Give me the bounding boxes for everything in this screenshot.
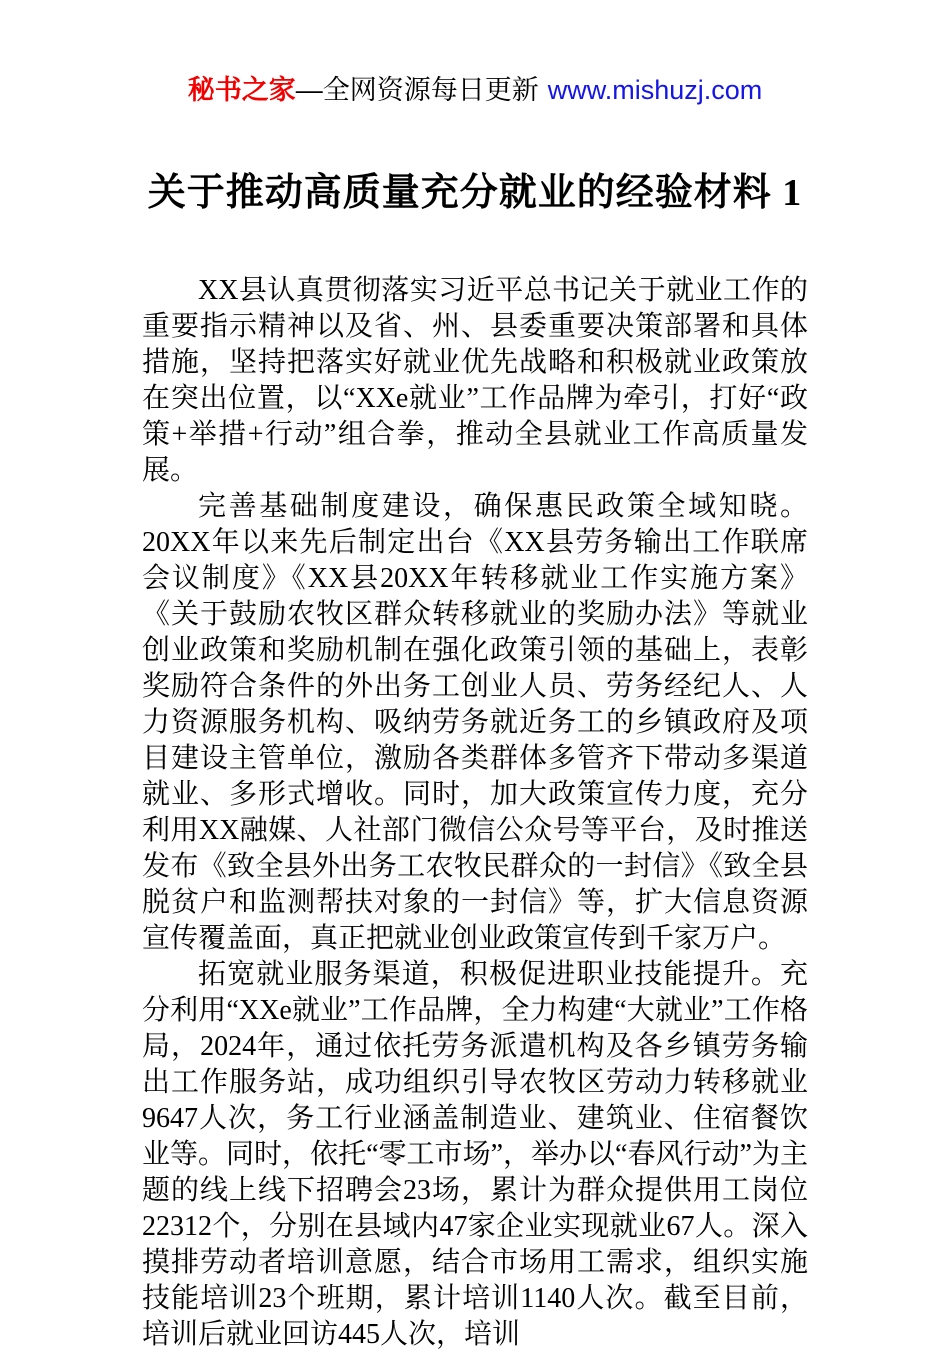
document-title: 关于推动高质量充分就业的经验材料 1 (147, 172, 803, 214)
site-header (0, 74, 950, 106)
body-paragraph-intro: XX县认真贯彻落实习近平总书记关于就业工作的重要指示精神以及省、州、县委重要决策部署和具体措施，坚持把落实好就业优先战略和积极就业政策放在突出位置，以“XXe就业”工作品牌为牵引，打好“政策+举措+行动”组合拳，推动全县就业工作高质量发展。 (142, 275, 808, 486)
body-paragraph-services: 拓宽就业服务渠道，积极促进职业技能提升。充分利用“XXe就业”工作品牌，全力构建“大就业”工作格局，2024年，通过依托劳务派遣机构及各乡镇劳务输出工作服务站，成功组织引导农牧区劳动力转移就业9647人次，务工行业涵盖制造业、建筑业、住宿餐饮业等。同时，依托“零工市场”，举办以“春风行动”为主题的线上线下招聘会23场，累计为群众提供用工岗位22312个，分别在县域内47家企业实现就业67人。深入摸排劳动者培训意愿，结合市场用工需求，组织实施技能培训23个班期，累计培训1140人次。截至目前，培训后就业回访445人次，培训 (142, 959, 808, 1350)
site-brand: 秘书之家 (187, 75, 296, 105)
site-url-link[interactable]: www.mishuzj.com (547, 75, 763, 105)
body-paragraph-policy: 完善基础制度建设，确保惠民政策全域知晓。20XX年以来先后制定出台《XX县劳务输出工作联席会议制度》《XX县20XX年转移就业工作实施方案》《关于鼓励农牧区群众转移就业的奖励办法》等就业创业政策和奖励机制在强化政策引领的基础上，表彰奖励符合条件的外出务工创业人员、劳务经纪人、人力资源服务机构、吸纳劳务就近务工的乡镇政府及项目建设主管单位，激励各类群体多管齐下带动多渠道就业、多形式增收。同时，加大政策宣传力度，充分利用XX融媒、人社部门微信公众号等平台，及时推送发布《致全县外出务工农牧民群众的一封信》《致全县脱贫户和监测帮扶对象的一封信》等，扩大信息资源宣传覆盖面，真正把就业创业政策宣传到千家万户。 (142, 491, 808, 954)
document-body (142, 273, 808, 1353)
site-tagline: —全网资源每日更新 (295, 75, 539, 105)
